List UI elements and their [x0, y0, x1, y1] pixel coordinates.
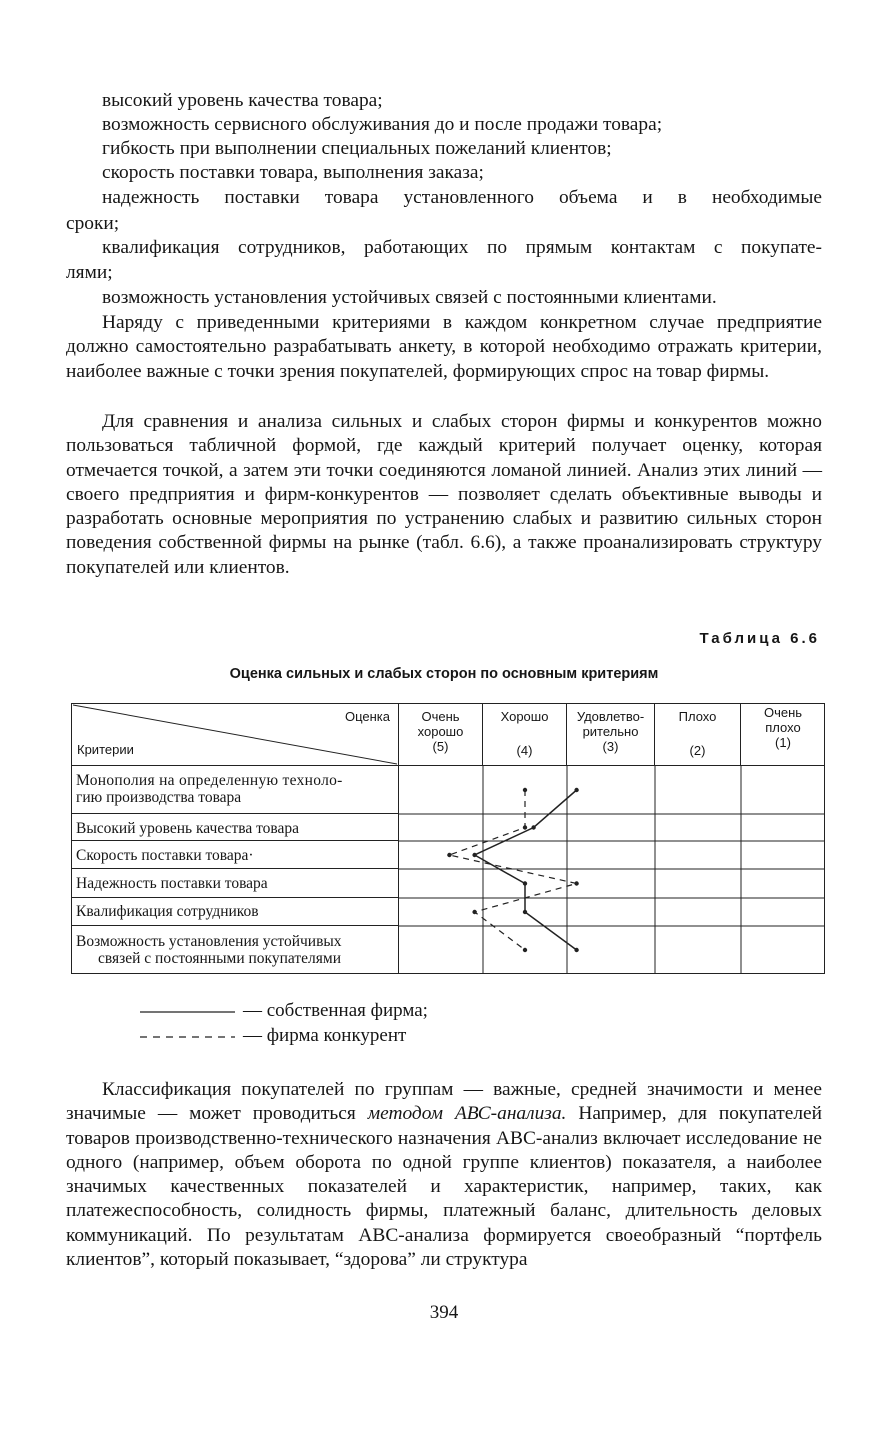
header-rating-label: Оценка	[344, 709, 390, 724]
paragraph-comparison: Для сравнения и анализа сильных и слабых сторон фирмы и конкурентов можно пользоваться табличной формой, где каждый критерий получает оценку, которая отмечается точкой, а затем эти точки соединяются ломаной линией. Анализ этих линий — своего предприятия и фирм-конкурентов — позволяет сделать объективные выводы и разработать основные мероприятия по устранению слабых и развитию сильных сторон поведения собственной фирмы на рынке (табл. 6.6), а также проанализировать структуру покупателей или клиентов.	[66, 411, 822, 578]
legend-competitor	[140, 1024, 406, 1048]
criteria-row-qualification: Квалификация сотрудников	[71, 898, 399, 926]
list-item-relations: возможность установления устойчивых связей с постоянными клиентами.	[102, 287, 717, 308]
dashed-line-icon	[140, 1032, 235, 1042]
evaluation-table	[71, 703, 825, 974]
list-item: скорость поставки товара, выполнения заказа;	[102, 162, 484, 183]
table-label: Таблица 6.6	[699, 630, 820, 647]
list-item-reliability-line1: надежность поставки товара установленного объема и в необходимые	[102, 187, 822, 208]
list-item-qualification-line1: квалификация сотрудников, работающих по прямым контактам с покупате-	[102, 237, 822, 258]
legend-own-text: — собственная фирма;	[243, 1000, 428, 1021]
list-item: высокий уровень качества товара;	[102, 90, 383, 111]
list-item: гибкость при выполнении специальных пожеланий клиентов;	[102, 138, 612, 159]
criteria-row-monopoly: Монополия на определенную техноло- гию производства товара	[71, 766, 399, 814]
page-number: 394	[429, 1302, 459, 1323]
header-col-excellent: Очень хорошо (5)	[399, 703, 483, 766]
list-item: возможность сервисного обслуживания до и после продажи товара;	[102, 114, 663, 135]
header-col-very-bad: Очень плохо (1)	[741, 703, 825, 766]
list-item-qualification-line2: лями;	[66, 262, 113, 283]
criteria-row-reliability: Надежность поставки товара	[71, 869, 399, 898]
legend-own-firm	[140, 999, 428, 1023]
header-corner-cell	[71, 703, 399, 766]
table-title: Оценка сильных и слабых сторон по основным критериям	[229, 666, 659, 682]
solid-line-icon	[140, 1007, 235, 1017]
paragraph-abc-analysis: Классификация покупателей по группам — важные, средней значимости и менее значимые — может проводиться методом АВС-анализа. Например, для покупателей товаров производственно-технического назначения АВС-анализ включает исследование не одного (например, объем оборота по одной группе клиентов) показателя, а наиболее значимых качественных показателей и характеристик, например, таких, как платежеспособность, солидность фирмы, платежный баланс, длительность деловых коммуникаций. По результатам АВС-анализа формируется своеобразный “портфель клиентов”, который показывает, “здорова” ли структура	[66, 1079, 822, 1271]
header-col-good: Хорошо (4)	[483, 703, 567, 766]
header-criteria-label: Критерии	[77, 742, 134, 757]
criteria-row-relations: Возможность установления устойчивых связей с постоянными покупателями	[71, 926, 399, 974]
list-item-reliability-line2: сроки;	[66, 213, 120, 234]
header-col-bad: Плохо (2)	[655, 703, 741, 766]
paragraph-criteria: Наряду с приведенными критериями в каждом конкретном случае предприятие должно самостоятельно разрабатывать анкету, в которой необходимо отражать критерии, наиболее важные с точки зрения покупателей, формирующих спрос на товар фирмы.	[66, 312, 822, 382]
legend-competitor-text: — фирма конкурент	[243, 1025, 407, 1046]
header-col-satisfactory: Удовлетво- рительно (3)	[567, 703, 655, 766]
criteria-row-quality: Высокий уровень качества товара	[71, 814, 399, 841]
criteria-row-speed: Скорость поставки товара·	[71, 841, 399, 869]
